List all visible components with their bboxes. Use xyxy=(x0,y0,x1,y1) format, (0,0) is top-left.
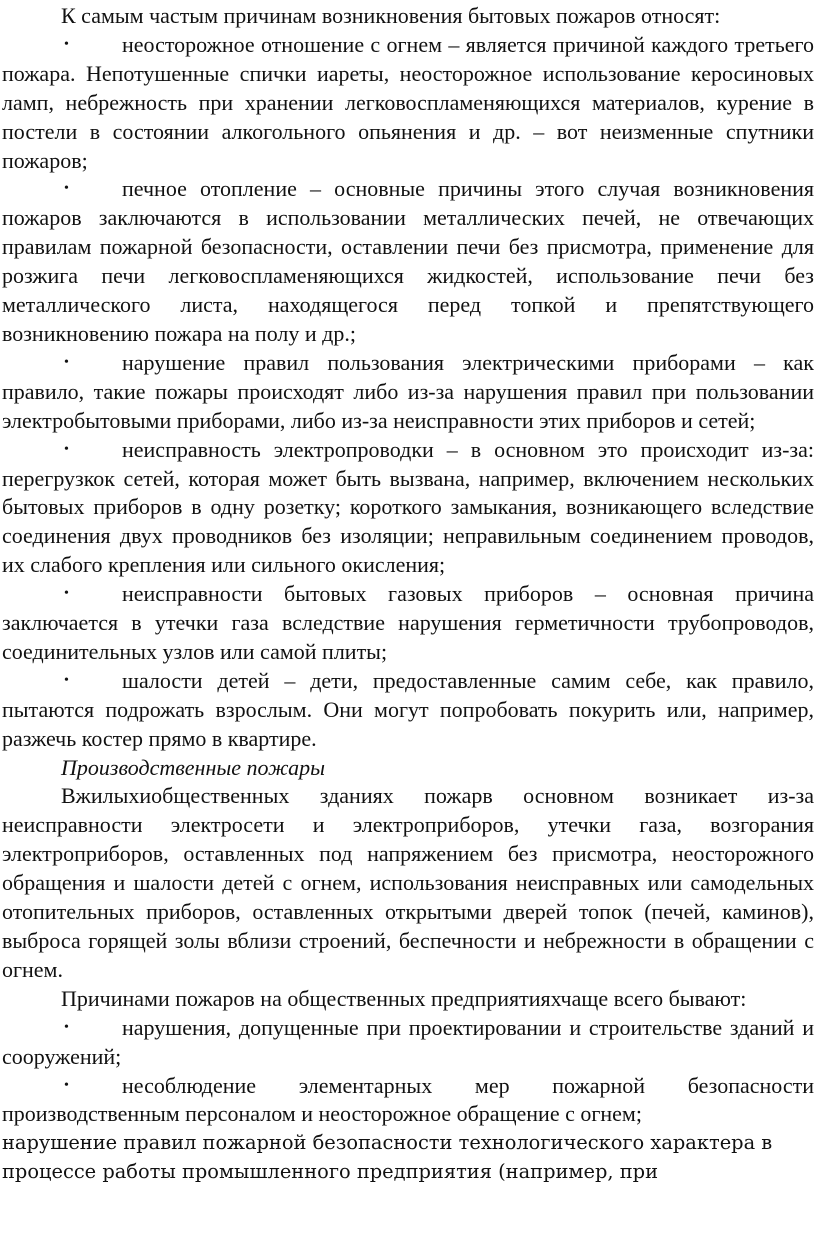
intro-paragraph: К самым частым причинам возникновения бытовых пожаров относят: xyxy=(61,3,721,28)
list-item xyxy=(2,175,814,348)
final-paragraph: нарушение правил пожарной безопасности технологического характера в процессе работы промышленного предприятия (например, при xyxy=(2,1131,773,1184)
bullet-icon: • xyxy=(64,1077,69,1093)
bullet-icon: • xyxy=(64,672,69,688)
bullet-icon: • xyxy=(64,181,69,197)
list-item-text: нарушения, допущенные при проектировании и строительстве зданий и сооружений; xyxy=(2,1014,814,1069)
list-item-text: печное отопление – основные причины этого случая возникновения пожаров заключаются в использовании металлических печей, не отвечающих правилам пожарной безопасности, оставлении печи без присмотра, применение для розжига печи легковоспламеняющихся жидкостей, использование печи без металлического листа, находящегося перед топкой и препятствующего возникновению пожара на полу и др.; xyxy=(2,176,814,346)
bullet-icon: • xyxy=(64,354,69,370)
list-item xyxy=(2,580,814,667)
bullet-icon: • xyxy=(64,36,69,52)
section-paragraph: Вжилыхиобщественных зданиях пожарв основном возникает из-за неисправности электросети и электроприборов, утечки газа, возгорания электроприборов, оставленных под напряжением без присмотра, неосторожного обращения и шалости детей с огнем, использования неисправных или самодельных отопительных приборов, оставленных открытыми дверей топок (печей, каминов), выброса горящей золы вблизи строений, беспечности и небрежности в обращении с огнем. xyxy=(2,783,814,982)
list-item xyxy=(2,667,814,754)
list-item-text: нарушение правил пользования электрическими приборами – как правило, такие пожары происходят либо из-за нарушения правил при пользовании электробытовыми приборами, либо из-за неисправности этих приборов и сетей; xyxy=(2,349,814,433)
list-item xyxy=(2,31,814,176)
list-item xyxy=(2,1072,814,1130)
list-item-text: несоблюдение элементарных мер пожарной безопасности производственным персоналом и неосторожное обращение с огнем; xyxy=(2,1072,814,1127)
list-item xyxy=(2,1014,814,1072)
industrial-intro-paragraph: Причинами пожаров на общественных предприятияхчаще всего бывают: xyxy=(61,985,747,1011)
section-heading: Производственные пожары xyxy=(61,754,326,780)
list-item-text: неисправности бытовых газовых приборов – основная причина заключается в утечки газа вследствие нарушения герметичности трубопроводов, соединительных узлов или самой плиты; xyxy=(2,581,814,664)
list-item-text: неосторожное отношение с огнем – является причиной каждого третьего пожара. Непотушенные спички иареты, неосторожное использование керосиновых ламп, небрежность при хранении легковоспламеняющихся материалов, курение в постели в состоянии алкогольного опьянения и др. – вот неизменные спутники пожаров; xyxy=(2,31,814,173)
bullet-icon: • xyxy=(64,586,69,602)
list-item-text: шалости детей – дети, предоставленные самим себе, как правило, пытаются подрожать взрослым. Они могут попробовать покурить или, например, разжечь костер прямо в квартире. xyxy=(2,667,814,751)
list-item-text: неисправность электропроводки – в основном это происходит из-за: перегрузкок сетей, которая может быть вызвана, например, включением нескольких бытовых приборов в одну розетку; короткого замыкания, возникающего вследствие соединения двух проводников без изоляции; неправильным соединением проводов, их слабого крепления или сильного окисления; xyxy=(2,436,814,578)
bullet-icon: • xyxy=(64,441,69,457)
list-item xyxy=(2,436,814,581)
bullet-icon: • xyxy=(64,1019,69,1035)
list-item xyxy=(2,349,814,436)
